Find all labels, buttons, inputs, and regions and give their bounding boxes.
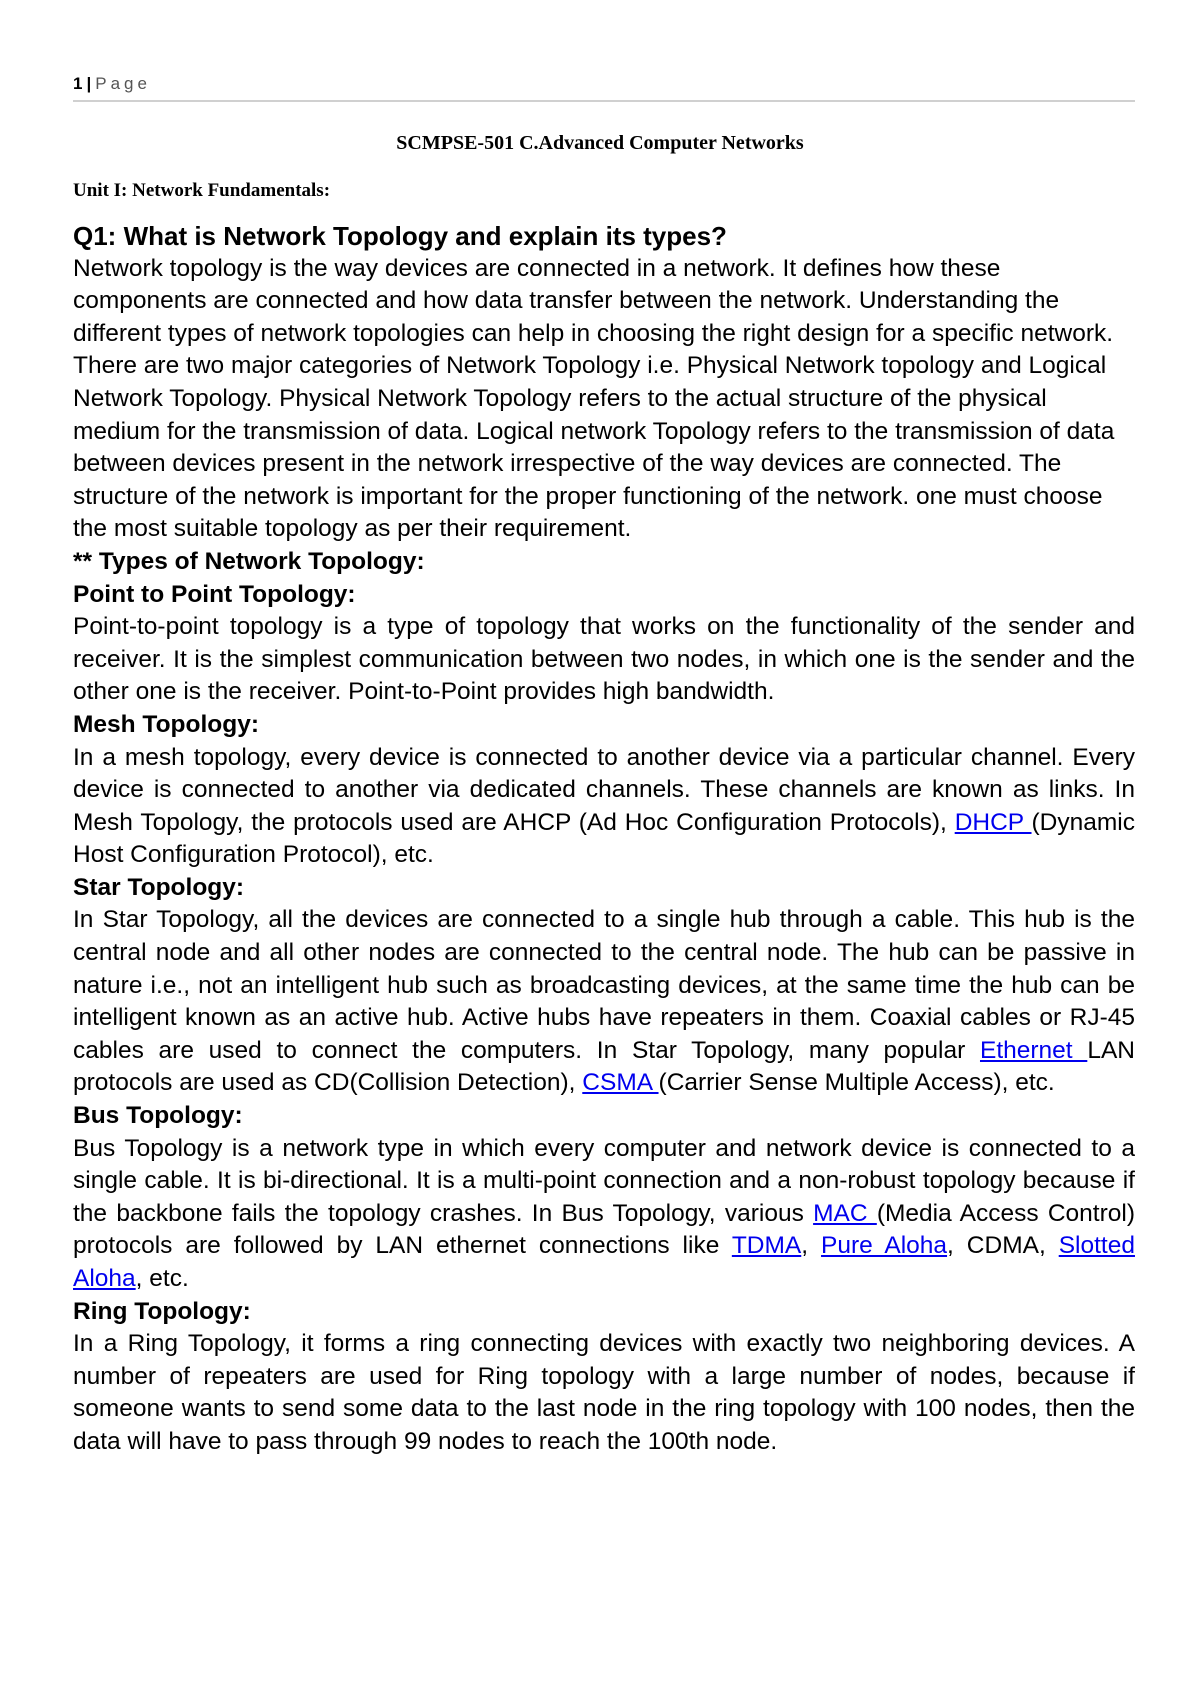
intro-paragraph-1: Network topology is the way devices are connected in a network. It defines how these components are connected and how data transfer between the network. Understanding the different types of network topologies can help in choosing the right design for a specific network. — [73, 254, 1114, 347]
ring-text: In a Ring Topology, it forms a ring connecting devices with exactly two neighboring devices. A number of repeaters are used for Ring topology with a large number of nodes, because if someone wants to send some data to the last node in the ring topology with 100 nodes, then the data will have to pass through 99 nodes to reach the 100th node. — [73, 1330, 1135, 1455]
ring-heading: Ring Topology: — [73, 1297, 251, 1325]
unit-title: Unit I: Network Fundamentals: — [73, 180, 331, 201]
header-separator: | — [86, 74, 92, 93]
point-to-point-text: Point-to-point topology is a type of topology that works on the functionality of the sender and receiver. It is the simplest communication between two nodes, in which one is the sender and the other one is the receiver. Point-to-Point provides high bandwidth. — [73, 613, 1135, 706]
star-text — [73, 904, 1135, 1100]
bus-text-b: (Media Access Control) protocols are followed by LAN ethernet connections like — [73, 1199, 1135, 1260]
bus-sep-1: , — [801, 1232, 822, 1260]
star-heading: Star Topology: — [73, 873, 245, 901]
bus-text-c: , CDMA, — [947, 1232, 1059, 1260]
bus-heading: Bus Topology: — [73, 1102, 243, 1130]
bus-text-a: Bus Topology is a network type in which every computer and network device is connected to a single cable. It is bi-directional. It is a multi-point connection and a non-robust topology because if the backbone fails the topology crashes. In Bus Topology, various — [73, 1134, 1135, 1227]
document-body — [73, 220, 1135, 1459]
point-to-point-heading: Point to Point Topology: — [73, 580, 356, 608]
star-text-c: (Carrier Sense Multiple Access), etc. — [658, 1069, 1055, 1097]
course-title: SCMPSE-501 C.Advanced Computer Networks — [396, 132, 804, 154]
mesh-text-a: In a mesh topology, every device is connected to another device via a particular channel. Every device is connected to another via dedicated channels. These channels are known as links. In Mesh Topology, the protocols used are AHCP (Ad Hoc Configuration Protocols), — [73, 743, 1135, 836]
csma-link[interactable]: CSMA — [582, 1069, 659, 1097]
page-number: 1 — [73, 74, 83, 93]
pure-aloha-link[interactable]: Pure Aloha — [821, 1232, 948, 1260]
bus-text — [73, 1133, 1135, 1296]
mesh-heading: Mesh Topology: — [73, 710, 259, 738]
star-text-a: In Star Topology, all the devices are connected to a single hub through a cable. This hub is the central node and all other nodes are connected to the central node. The hub can be passive in nature i.e., not an intelligent hub such as broadcasting devices, at the same time the hub can be intelligent known as an active hub. Active hubs have repeaters in them. Coaxial cables or RJ-45 cables are used to connect the computers. In Star Topology, many popular — [73, 906, 1135, 1064]
tdma-link[interactable]: TDMA — [731, 1232, 802, 1260]
mesh-text-b: (Dynamic Host Configuration Protocol), etc. — [73, 808, 1135, 869]
mac-link[interactable]: MAC — [813, 1199, 877, 1227]
page-header — [73, 74, 1135, 102]
star-text-b: LAN protocols are used as CD(Collision Detection), — [73, 1036, 1135, 1097]
mesh-text — [73, 742, 1135, 872]
ethernet-link[interactable]: Ethernet — [979, 1036, 1088, 1064]
page-label: Page — [95, 74, 151, 93]
intro-paragraph-2: There are two major categories of Network Topology i.e. Physical Network topology and Logical Network Topology. Physical Network Topology refers to the actual structure of the physical medium for the transmission of data. Logical network Topology refers to the transmission of data between devices present in the network irrespective of the way devices are connected. The structure of the network is important for the proper functioning of the network. one must choose the most suitable topology as per their requirement. — [73, 352, 1115, 543]
question-heading: Q1: What is Network Topology and explain its types? — [73, 221, 727, 251]
types-heading: ** Types of Network Topology: — [73, 547, 425, 575]
dhcp-link[interactable]: DHCP — [954, 808, 1032, 836]
slotted-aloha-link[interactable]: Slotted Aloha — [73, 1232, 1135, 1292]
bus-text-d: , etc. — [135, 1265, 189, 1292]
